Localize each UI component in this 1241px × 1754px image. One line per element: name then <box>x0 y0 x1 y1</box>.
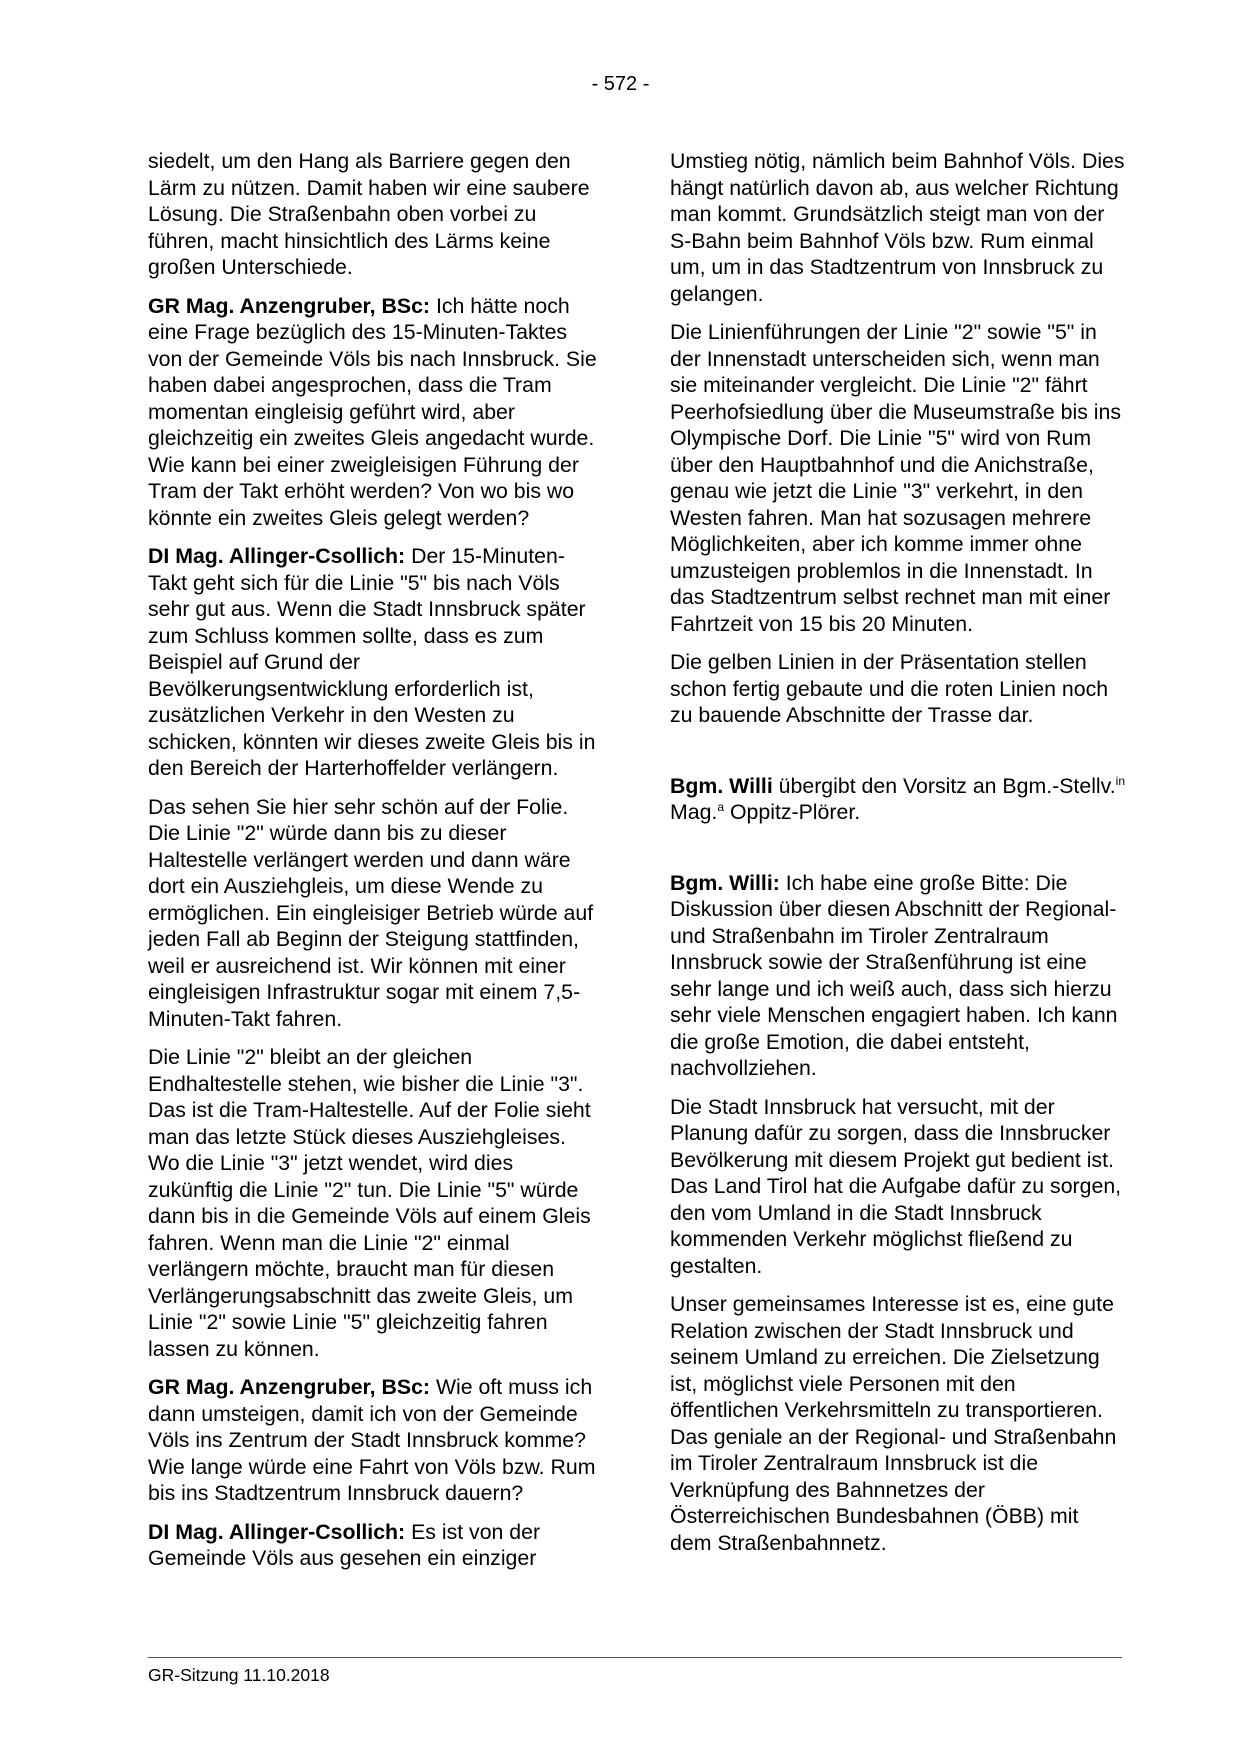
paragraph-text: Das sehen Sie hier sehr schön auf der Folie. Die Linie "2" würde dann bis zu dieser Haltestelle verlängert werden und dann wäre dort ein Ausziehgleis, um diese Wende zu ermöglichen. Ein eingleisiger Betrieb würde auf jeden Fall ab Beginn der Steigung stattfinden, weil er ausreichend ist. Wir können mit einer eingleisigen Infrastruktur sogar mit einem 7,5-Minuten-Takt fahren. <box>148 794 594 1031</box>
paragraph <box>148 148 603 281</box>
paragraph-text: Der 15-Minuten-Takt geht sich für die Linie "5" bis nach Völs sehr gut aus. Wenn die Stadt Innsbruck später zum Schluss kommen sollte, dass es zum Beispiel auf Grund der Bevölkerungsentwicklung erforderlich ist, zusätzlichen Verkehr in den Westen zu schicken, könnten wir dieses zweite Gleis bis in den Bereich der Harterhoffelder verlängern. <box>148 544 596 780</box>
paragraph <box>670 1094 1125 1280</box>
footer-divider <box>148 1657 1122 1658</box>
speaker-name: Bgm. Willi: <box>670 870 780 895</box>
handover-text: Mag. <box>670 800 718 824</box>
footer-session-date: GR-Sitzung 11.10.2018 <box>148 1665 330 1685</box>
page-number: - 572 - <box>591 73 650 95</box>
paragraph <box>670 870 1125 1082</box>
paragraph <box>148 543 603 782</box>
speaker-name: DI Mag. Allinger-Csollich: <box>148 1519 406 1544</box>
paragraph-text: Ich habe eine große Bitte: Die Diskussion über diesen Abschnitt der Regional- und Straßenbahn im Tiroler Zentralraum Innsbruck sowie der Straßenführung ist eine sehr lange und ich weiß auch, dass sich hierzu sehr viele Menschen engagiert haben. Ich kann die große Emotion, die dabei entsteht, nachvollziehen. <box>670 870 1118 1080</box>
paragraph <box>148 794 603 1033</box>
paragraph <box>670 649 1125 729</box>
left-column <box>148 148 603 1584</box>
paragraph <box>148 1044 603 1362</box>
paragraph <box>148 1519 603 1572</box>
speaker-name: Bgm. Willi <box>670 773 773 798</box>
paragraph <box>670 148 1125 307</box>
paragraph-text: Umstieg nötig, nämlich beim Bahnhof Völs. Dies hängt natürlich davon ab, aus welcher Richtung man kommt. Grundsätzlich steigt man von der S-Bahn beim Bahnhof Völs bzw. Rum einmal um, um in das Stadtzentrum von Innsbruck zu gelangen. <box>670 149 1125 306</box>
speaker-name: DI Mag. Allinger-Csollich: <box>148 544 406 568</box>
paragraph <box>148 293 603 532</box>
speaker-name: GR Mag. Anzengruber, BSc: <box>148 1375 431 1399</box>
paragraph-text: Ich hätte noch eine Frage bezüglich des 15-Minuten-Taktes von der Gemeinde Völs bis nach Innsbruck. Sie haben dabei angesprochen, dass die Tram momentan eingleisig geführt wird, aber gleichzeitig ein zweites Gleis angedacht wurde. Wie kann bei einer zweigleisigen Führung der Tram der Takt erhöht werden? Von wo bis wo könnte ein zweites Gleis gelegt werden? <box>148 293 597 530</box>
paragraph-text: Die Linienführungen der Linie "2" sowie "5" in der Innenstadt unterscheiden sich, wenn man sie miteinander vergleicht. Die Linie "2" fährt Peerhofsiedlung über die Museumstraße bis ins Olympische Dorf. Die Linie "5" wird von Rum über den Hauptbahnhof und die Anichstraße, genau wie jetzt die Linie "3" verkehrt, in den Westen fahren. Man hat sozusagen mehrere Möglichkeiten, aber ich komme immer ohne umzusteigen problemlos in die Innenstadt. In das Stadtzentrum selbst rechnet man mit einer Fahrtzeit von 15 bis 20 Minuten. <box>670 320 1122 636</box>
paragraph-text: Es ist von der Gemeinde Völs aus gesehen ein einziger <box>148 1519 541 1570</box>
chair-handover-note <box>670 773 1125 826</box>
paragraph-text: Unser gemeinsames Interesse ist es, eine gute Relation zwischen der Stadt Innsbruck und seinem Umland zu erreichen. Die Zielsetzung ist, möglichst viele Personen mit den öffentlichen Verkehrsmitteln zu transportieren. Das geniale an der Regional- und Straßenbahn im Tiroler Zentralraum Innsbruck ist die Verknüpfung des Bahnnetzes der Österreichischen Bundesbahnen (ÖBB) mit dem Straßenbahnnetz. <box>670 1292 1117 1555</box>
right-column <box>670 148 1125 1568</box>
paragraph-text: siedelt, um den Hang als Barriere gegen den Lärm zu nützen. Damit haben wir eine saubere Lösung. Die Straßenbahn oben vorbei zu führen, macht hinsichtlich des Lärms keine großen Unterschiede. <box>148 149 590 279</box>
handover-text: übergibt den Vorsitz an Bgm.-Stellv. <box>772 773 1116 798</box>
paragraph-text: Die gelben Linien in der Präsentation stellen schon fertig gebaute und die roten Linien noch zu bauende Abschnitte der Trasse dar. <box>670 650 1109 727</box>
speaker-name: GR Mag. Anzengruber, BSc: <box>148 293 431 318</box>
paragraph <box>148 1374 603 1507</box>
superscript: in <box>1115 773 1125 788</box>
paragraph-text: Die Linie "2" bleibt an der gleichen Endhaltestelle stehen, wie bisher die Linie "3". Das ist die Tram-Haltestelle. Auf der Folie sieht man das letzte Stück dieses Ausziehgleises. Wo die Linie "3" jetzt wendet, wird dies zukünftig die Linie "2" tun. Die Linie "5" würde dann bis in die Gemeinde Völs auf einem Gleis fahren. Wenn man die Linie "2" einmal verlängern möchte, braucht man für diesen Verlängerungsabschnitt das zweite Gleis, um Linie "2" sowie Linie "5" gleichzeitig fahren lassen zu können. <box>148 1045 591 1361</box>
paragraph <box>670 1291 1125 1556</box>
paragraph-text: Wie oft muss ich dann umsteigen, damit ich von der Gemeinde Völs ins Zentrum der Stadt Innsbruck komme? Wie lange würde eine Fahrt von Völs bzw. Rum bis ins Stadtzentrum Innsbruck dauern? <box>148 1375 596 1505</box>
handover-text: Oppitz-Plörer. <box>724 800 861 824</box>
paragraph <box>670 319 1125 637</box>
superscript: a <box>717 800 725 814</box>
paragraph-text: Die Stadt Innsbruck hat versucht, mit der Planung dafür zu sorgen, dass die Innsbrucker Bevölkerung mit diesem Projekt gut bedient ist. Das Land Tirol hat die Aufgabe dafür zu sorgen, den vom Umland in die Stadt Innsbruck kommenden Verkehr möglichst fließend zu gestalten. <box>670 1094 1122 1278</box>
